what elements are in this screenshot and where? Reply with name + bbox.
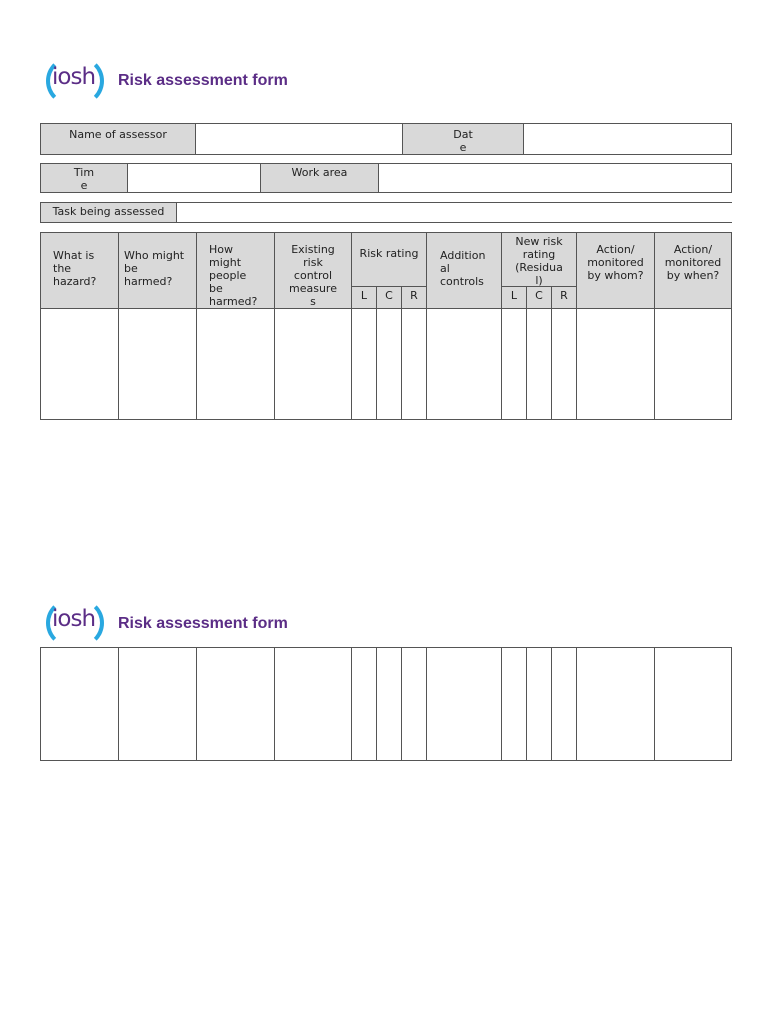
- iosh-logo-page2: [46, 598, 104, 650]
- task-field-bottom-line[interactable]: [177, 222, 732, 223]
- name-of-assessor-label: Name of assessor: [41, 124, 196, 154]
- iosh-logo: [46, 56, 104, 108]
- risk-table: [40, 232, 732, 420]
- time-workarea-row: [40, 163, 732, 193]
- header-new-l: L: [510, 289, 518, 302]
- time-field[interactable]: [128, 164, 261, 192]
- header-risk-rating: Risk rating: [359, 247, 419, 260]
- work-area-field[interactable]: [379, 164, 731, 192]
- header-who-harmed: Who might be harmed?: [124, 249, 185, 288]
- assessor-date-row: [40, 123, 732, 155]
- task-field-top-line: [177, 202, 732, 203]
- time-label: Tim e: [41, 164, 128, 192]
- header-risk-r: R: [410, 289, 418, 302]
- table-row[interactable]: [41, 309, 731, 419]
- work-area-label: Work area: [261, 164, 379, 192]
- risk-table-continued: [40, 647, 732, 761]
- date-field[interactable]: [524, 124, 731, 154]
- name-of-assessor-field[interactable]: [196, 124, 403, 154]
- header-existing-controls: Existing risk control measure s: [289, 243, 337, 308]
- header-action-by-when: Action/ monitored by when?: [664, 243, 722, 282]
- header-risk-l: L: [360, 289, 368, 302]
- header-how-harmed: How might people be harmed?: [209, 243, 258, 308]
- table-row[interactable]: [41, 648, 731, 760]
- header-action-by-whom: Action/ monitored by whom?: [587, 243, 644, 282]
- logo-text: iosh: [52, 64, 96, 90]
- logo-text-page2: iosh: [52, 606, 96, 632]
- header-new-risk-rating: New risk rating (Residua l): [515, 235, 563, 287]
- header-new-c: C: [535, 289, 543, 302]
- date-label: Dat e: [403, 124, 524, 154]
- header-risk-c: C: [385, 289, 393, 302]
- header-hazard: What is the hazard?: [53, 249, 97, 288]
- header-additional-controls: Addition al controls: [440, 249, 486, 288]
- form-title: Risk assessment form: [118, 72, 288, 89]
- form-title-page2: Risk assessment form: [118, 615, 288, 632]
- header-new-r: R: [560, 289, 568, 302]
- task-being-assessed-label: Task being assessed: [40, 202, 177, 223]
